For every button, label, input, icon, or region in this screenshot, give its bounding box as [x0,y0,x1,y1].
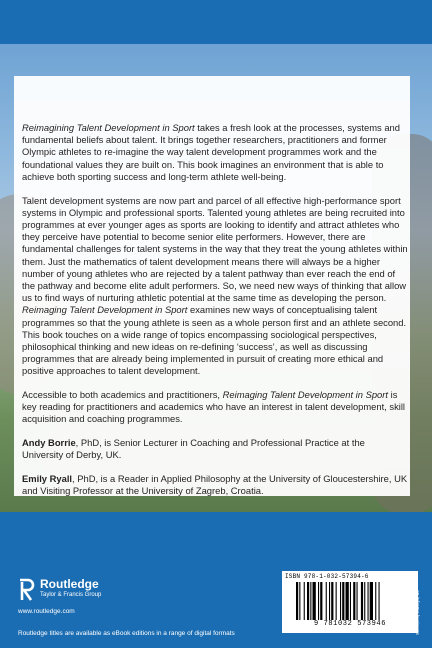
barcode-bar [307,582,309,620]
barcode-bar [361,582,363,620]
author-bio-text: , PhD, is a Reader in Applied Philosophy at the University of Gloucestershire, UK and Visiting Professor at the University of Zagreb, Croatia. [22,473,408,497]
barcode-bar [368,582,369,620]
book-title-italic: Reimagining Talent Development in Sport [22,122,195,133]
author-bio-1 [22,437,408,461]
ebook-footnote: Routledge titles are available as eBook editions in a range of digital formats [18,630,235,637]
vertical-imprint-text: an informa business [414,590,420,635]
barcode-bar [299,582,300,620]
blurb-paragraph-3-text-b: is key reading for practitioners and academics who have an interest in talent development, skill acquisition and coaching programmes. [22,389,406,425]
barcode-bar [320,582,322,620]
barcode-bar [379,582,380,620]
barcode-bar [331,582,333,620]
blurb-paragraph-2 [22,195,408,378]
barcode-bar [353,582,355,620]
barcode-bar [350,582,351,620]
blurb-paragraph-2-text-b: examines new ways of conceptualising talent programmes so that the young athlete is seen as a whole person first and an athlete second. This book touches on a wide range of topics encompassing sociological perspectives, philosophical thinking and new ideas on re-defining ‘success’, as well as discussing programmes that are already being implemented in pursuit of creating more ethical and positive approaches to talent development. [22,304,407,377]
barcode-bar [326,582,327,620]
publisher-url[interactable]: www.routledge.com [18,608,75,615]
author-name: Emily Ryall [22,473,73,485]
book-title-italic: Reimaging Talent Development in Sport [22,304,188,316]
barcode-bar [357,582,358,620]
barcode-bar [375,582,376,620]
blurb-panel [14,76,410,496]
blurb-paragraph-2-text-a: Talent development systems are now part and parcel of all effective high-performance sport systems in Olympic and professional sports. Talented young athletes are being recruited into programmes at ever younger ages as sports are looking to identify and attract athletes who they perceive have potential to become senior elite performers. However, there are fundamental challenges for talent systems in the way that they treat the young athletes within them. Just the mathematics of talent development means there will always be a higher number of young athletes who are rejected by a talent pathway than ever reach the end of the pathway and become elite adult performers. So, we need new ways of thinking that allow us to find ways of nurturing athletic potential at the same time as developing the person. [22,194,408,304]
blurb-paragraph-1-text: takes a fresh look at the processes, systems and fundamental beliefs about talent. It brings together researchers, practitioners and former Olympic athletes to re-imagine the way talent development programmes work and the foundational values they are built on. This book imagines an environment that is able to achieve both sporting success and long-term athlete well-being. [22,122,400,182]
author-name: Andy Borrie [22,437,76,449]
isbn-label: ISBN 978-1-032-57394-6 [285,573,369,580]
top-color-band [0,0,432,44]
blurb-paragraph-3-text-a: Accessible to both academics and practitioners, [22,389,223,401]
barcode-bar [342,582,344,620]
author-bio-text: , PhD, is Senior Lecturer in Coaching and Professional Practice at the University of Derby, UK. [22,437,365,461]
publisher-logo [18,576,158,604]
publisher-name: Routledge [40,577,99,591]
barcode-bar [313,582,316,620]
barcode-bar [304,582,305,620]
barcode-bar [336,582,337,620]
isbn-barcode-box [282,571,418,633]
blurb-paragraph-1 [22,122,408,183]
barcode-bar [310,582,311,620]
barcode-bar [318,582,319,620]
barcode-bar [346,582,349,620]
author-bio-2 [22,473,408,497]
barcode-bar [364,582,365,620]
barcode-bar [329,582,330,620]
barcode-bar [340,582,341,620]
blurb-paragraph-3 [22,389,408,426]
barcode-bar [296,582,298,620]
book-title-italic: Reimaging Talent Development in Sport [222,389,388,401]
publisher-tagline: Taylor & Francis Group [40,592,102,598]
isbn-digits: 9 781032 573946 [313,620,386,628]
blurb-text [22,122,408,509]
routledge-r-logo-icon [18,578,36,602]
barcode-icon [294,582,406,620]
barcode-bar [370,582,373,620]
